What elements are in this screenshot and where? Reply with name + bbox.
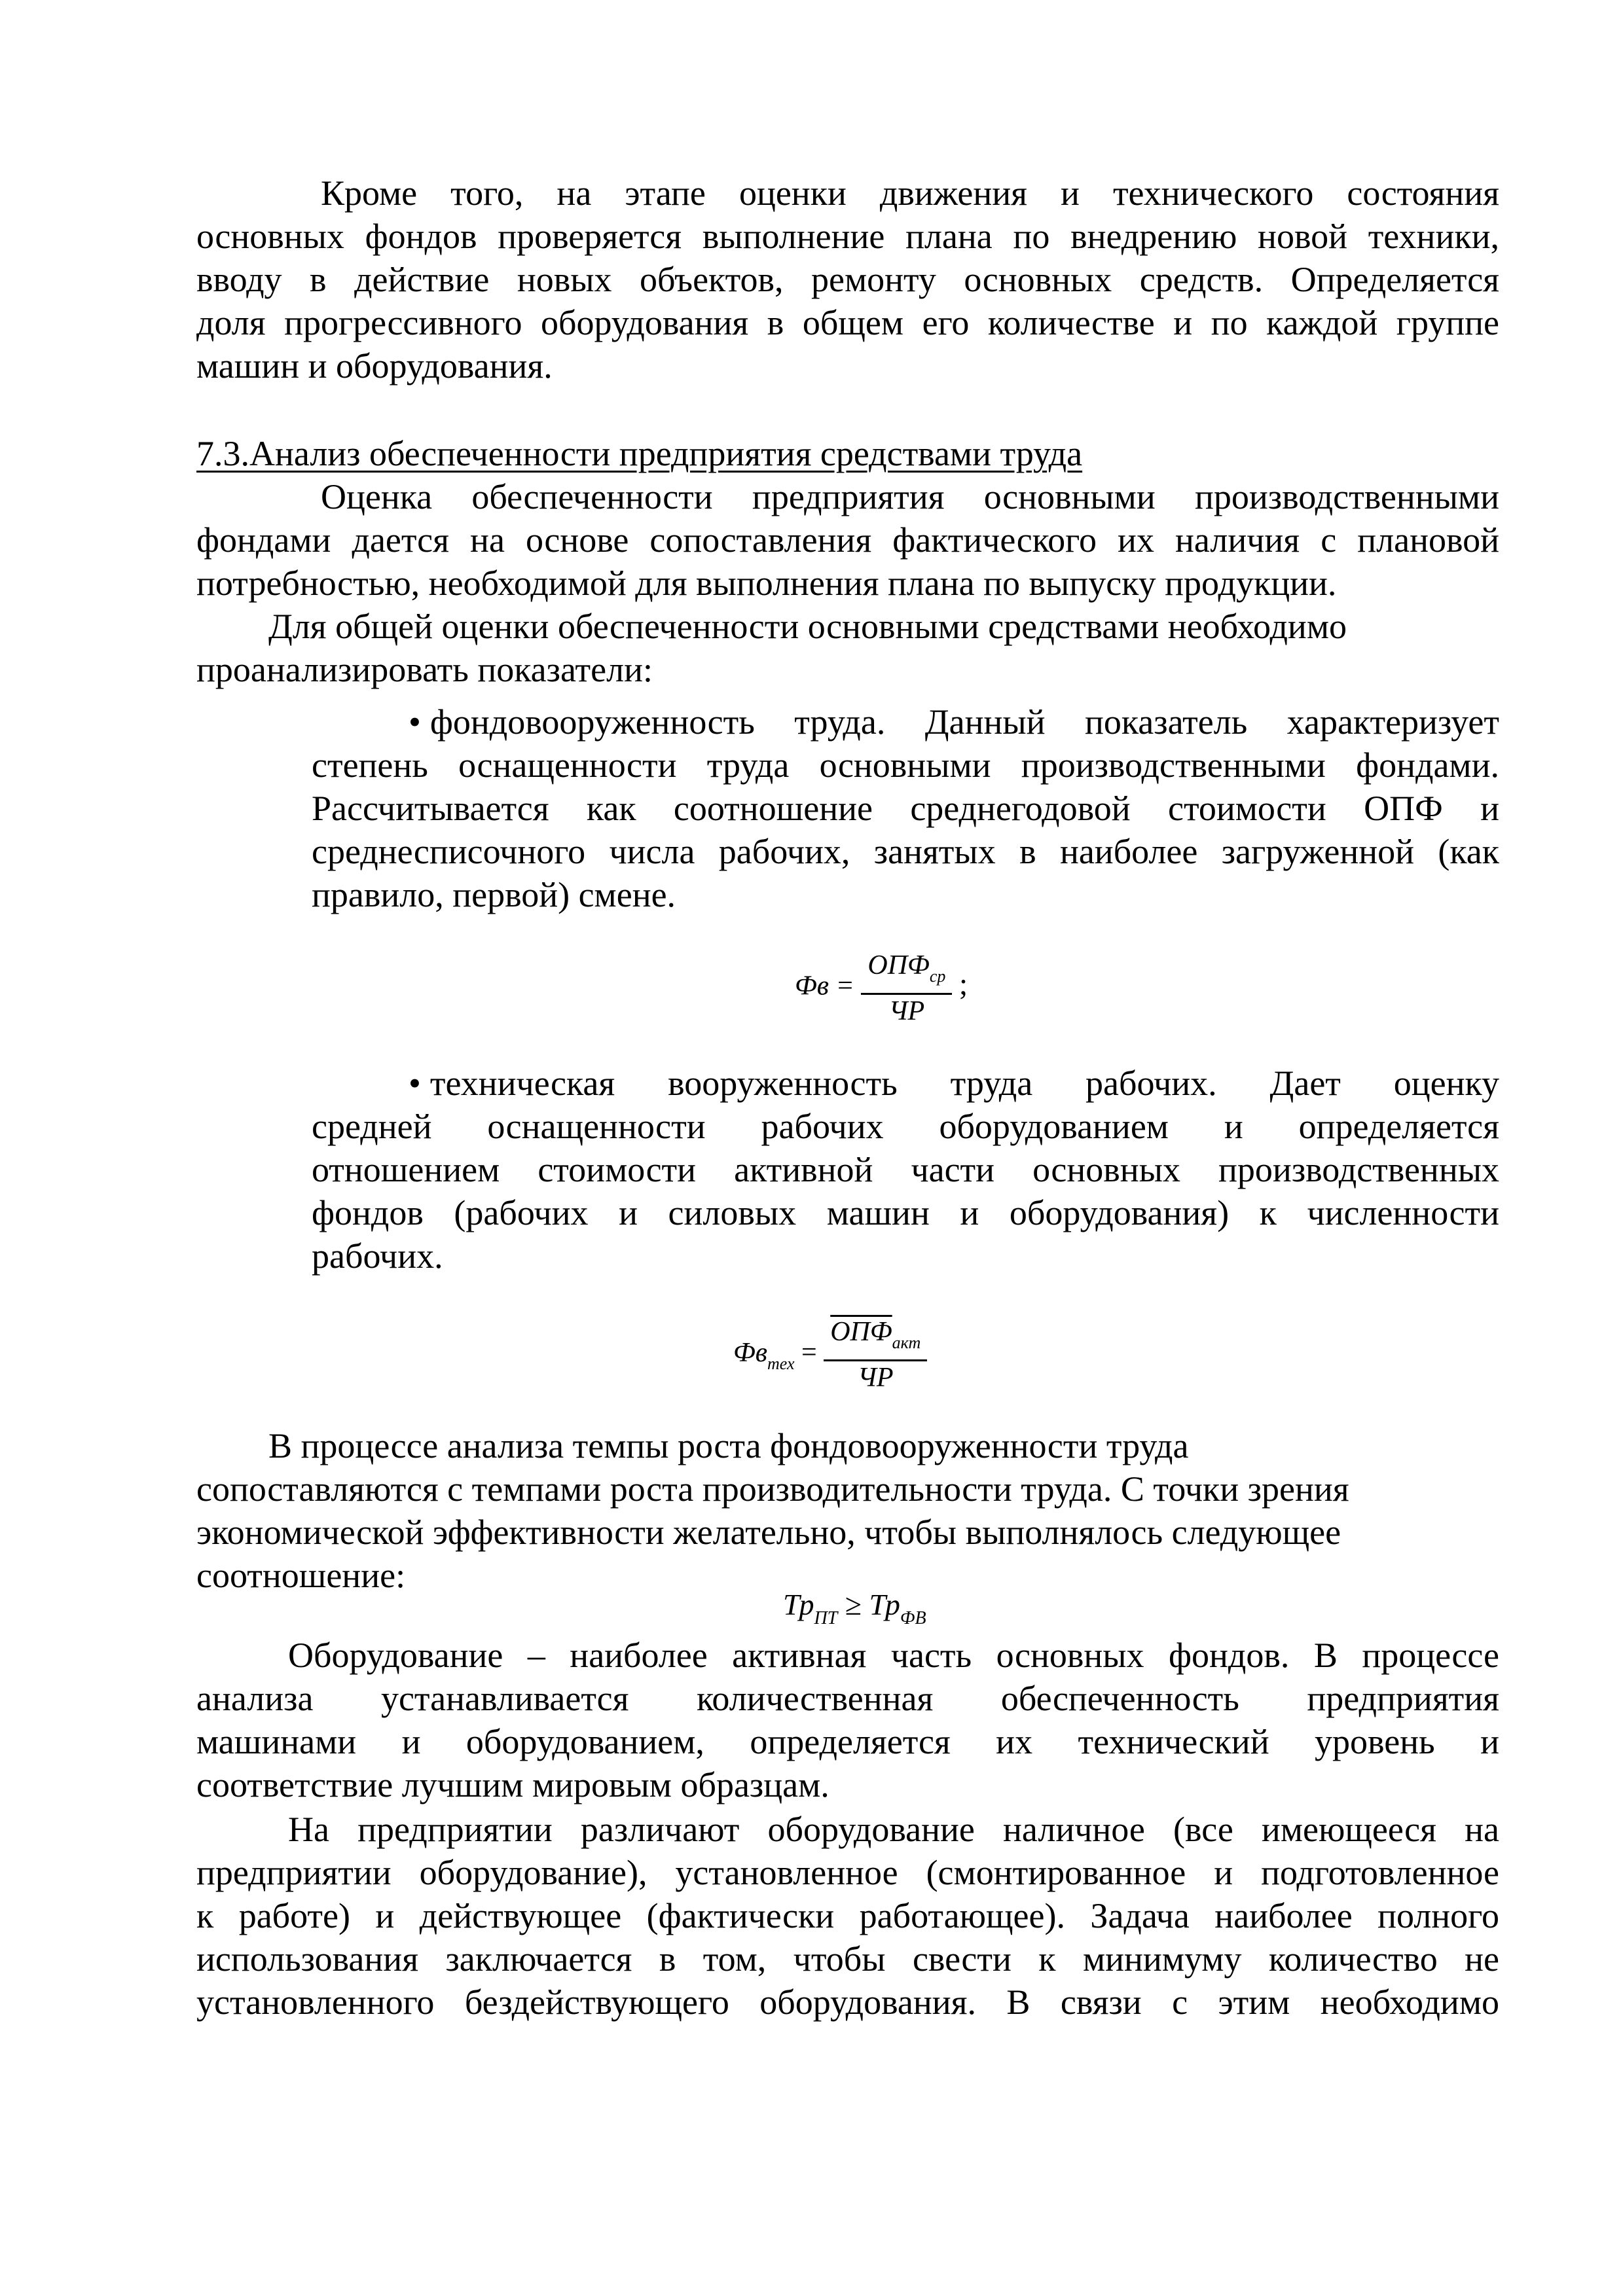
text-line: степень оснащенности труда основными производственными фондами. [312,745,1499,785]
text-line: Кроме того, на этапе оценки движения и технического состояния [321,173,1499,213]
formula-fraction [861,949,952,1028]
numerator-subscript: акт [892,1333,921,1352]
text-line: использования заключается в том, чтобы свести к минимуму количество не [196,1939,1499,1979]
formula-numerator [824,1316,927,1361]
bullet-item-technical-ratio [312,1062,1499,1278]
text-line: доля прогрессивного оборудования в общем его количестве и по каждой группе [196,303,1499,342]
text-line: машин и оборудования. [196,346,553,386]
text-line: вводу в действие новых объектов, ремонту основных средств. Определяется [196,260,1499,299]
text-line: фондовооруженность труда. Данный показатель характеризует [429,702,1499,742]
text-line: предприятии оборудование), установленное (смонтированное и подготовленное [196,1853,1499,1892]
text-line: фондами дается на основе сопоставления фактического их наличия с плановой [196,520,1499,560]
text-line: проанализировать показатели: [196,650,653,689]
text-line: среднесписочного числа рабочих, занятых в наиболее загруженной (как [312,832,1499,871]
text-line: основных фондов проверяется выполнение плана по внедрению новой техники, [196,217,1499,256]
formula-numerator [861,949,952,995]
text-line: соответствие лучшим мировым образцам. [196,1765,830,1804]
formula-technical-ratio [733,1316,927,1394]
text-line: фондов (рабочих и силовых машин и оборудования) к численности [312,1193,1499,1232]
bullet-first-line [312,1062,1499,1105]
numerator-text: ОПФ [867,950,930,980]
ineq-operator: ≥ [845,1588,862,1621]
text-line: средней оснащенности рабочих оборудованием и определяется [312,1107,1499,1146]
text-line: потребностью, необходимой для выполнения плана по выпуску продукции. [196,564,1337,603]
bullet-first-line [312,700,1499,744]
formula-denominator: ЧР [888,996,925,1026]
formula-lhs [733,1337,795,1373]
text-line: установленного бездействующего оборудования. В связи с этим необходимо [196,1982,1499,2022]
paragraph-equipment [196,1634,1499,1806]
paragraph-equipment-types [196,1808,1499,2024]
paragraph-assessment [196,475,1499,605]
formula-lhs: Фв = [795,971,854,1001]
text-line: Оценка обеспеченности предприятия основными производственными [321,477,1499,516]
text-line: В процессе анализа темпы роста фондовооруженности труда [268,1426,1189,1465]
formula-fraction [824,1316,927,1394]
text-line: На предприятии различают оборудование наличное (все имеющееся на [288,1810,1499,1849]
formula-capital-ratio [795,949,968,1028]
numerator-text: ОПФ [830,1317,892,1347]
text-line: соотношение: [196,1556,406,1595]
formula-inequality [783,1587,926,1637]
bullet-icon: • [409,1064,421,1103]
formula-equals: = [801,1337,817,1368]
text-line: рабочих. [312,1236,443,1276]
text-line: отношением стоимости активной части основных производственных [312,1150,1499,1189]
ineq-left-subscript: ПТ [814,1608,838,1628]
ineq-right: Тр [869,1588,900,1621]
paragraph-growth-rates [196,1424,1499,1597]
formula-semicolon: ; [958,967,968,1002]
text-line: техническая вооруженность труда рабочих. Дает оценку [429,1064,1499,1103]
section-heading [196,432,1499,475]
section-heading-text: 7.3.Анализ обеспеченности предприятия средствами труда [196,434,1083,473]
bullet-icon: • [409,702,421,742]
text-line: Рассчитывается как соотношение среднегодовой стоимости ОПФ и [312,789,1499,828]
formula-denominator: ЧР [857,1363,894,1393]
text-line: Оборудование – наиболее активная часть основных фондов. В процессе [288,1636,1499,1675]
ineq-left: Тр [783,1588,814,1621]
text-line: экономической эффективности желательно, чтобы выполнялось следующее [196,1513,1341,1552]
text-line: машинами и оборудованием, определяется их технический уровень и [196,1722,1499,1761]
text-line: правило, первой) смене. [312,875,676,914]
text-line: к работе) и действующее (фактически работающее). Задача наиболее полного [196,1896,1499,1935]
lhs-text: Фв [733,1337,768,1368]
numerator-subscript: ср [929,967,946,986]
text-line: анализа устанавливается количественная обеспеченность предприятия [196,1679,1499,1718]
bullet-item-capital-ratio [312,700,1499,916]
lhs-subscript: тех [767,1354,795,1373]
text-line: сопоставляются с темпами роста производительности труда. С точки зрения [196,1469,1349,1509]
paragraph-indicators [196,605,1499,691]
ineq-right-subscript: ФВ [900,1608,926,1628]
paragraph-intro [196,171,1499,387]
text-line: Для общей оценки обеспеченности основными средствами необходимо [268,607,1347,646]
